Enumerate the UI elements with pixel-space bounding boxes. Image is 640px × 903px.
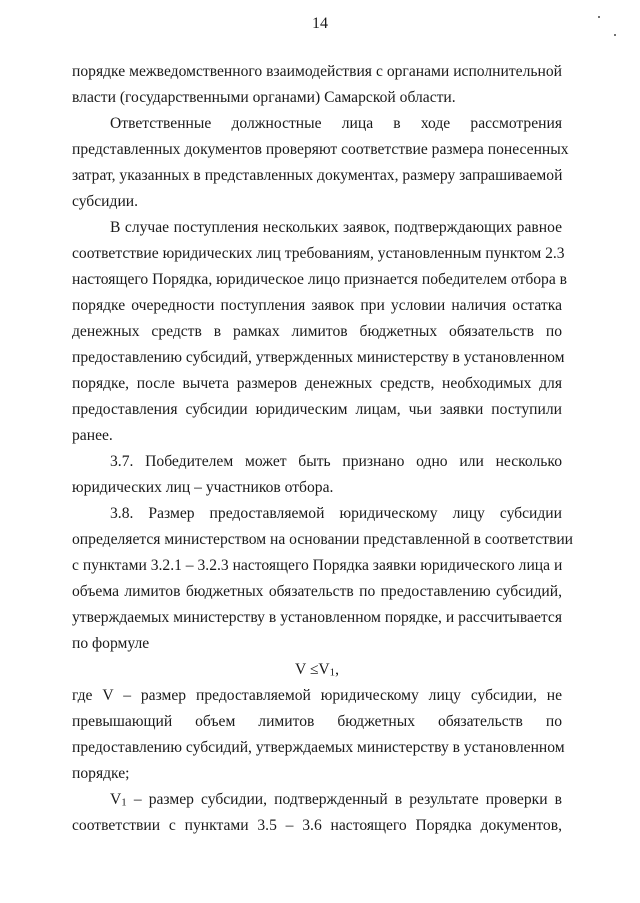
text-line: ранее. <box>72 427 113 444</box>
formula <box>72 657 562 683</box>
text-line: субсидии. <box>72 193 139 210</box>
document-body <box>72 59 574 839</box>
text-line: представленных документов проверяют соответствие размера понесенных <box>72 141 569 158</box>
text-line: где V – размер предоставляемой юридическому лицу субсидии, не <box>72 687 562 704</box>
text-line: превышающий объем лимитов бюджетных обязательств по <box>72 713 562 730</box>
text-line: соответствие юридических лиц требованиям, установленным пунктом 2.3 <box>72 245 565 262</box>
formula-comma: , <box>335 661 340 678</box>
text-line <box>72 787 562 813</box>
text-line: утверждаемых министерству в установленном порядке, и рассчитывается <box>72 609 562 626</box>
text-line: 3.8. Размер предоставляемой юридическому лицу субсидии <box>110 505 562 522</box>
text-line: объема лимитов бюджетных обязательств по предоставлению субсидий, <box>72 583 562 600</box>
text-line: предоставления субсидии юридическим лицам, чьи заявки поступили <box>72 401 562 418</box>
formula-text: V ≤V <box>294 661 330 678</box>
v1-subscript: 1 <box>121 796 127 809</box>
formula-subscript: 1 <box>329 666 336 679</box>
page-number: 14 <box>312 15 328 32</box>
text-line: порядке, после вычета размеров денежных средств, необходимых для <box>72 375 562 392</box>
text-line: настоящего Порядка, юридическое лицо признается победителем отбора в <box>72 271 568 288</box>
text-line: В случае поступления нескольких заявок, подтверждающих равное <box>110 219 562 236</box>
text-line: предоставлению субсидий, утверждаемых министерству в установленном <box>72 739 565 756</box>
text-line: порядке очередности поступления заявок при условии наличия остатка <box>72 297 562 314</box>
text-line: предоставлению субсидий, утвержденных министерству в установленном <box>72 349 565 366</box>
text-line: денежных средств в рамках лимитов бюджетных обязательств по <box>72 323 562 340</box>
text-line: 3.7. Победителем может быть признано одно или несколько <box>110 453 562 470</box>
text-line: юридических лиц – участников отбора. <box>72 479 334 496</box>
text-line: определяется министерством на основании представленной в соответствии <box>72 531 574 548</box>
scan-speck <box>614 34 616 36</box>
v1-symbol: V <box>110 791 122 808</box>
v1-definition: – размер субсидии, подтвержденный в результате проверки в <box>133 791 562 808</box>
text-line: порядке межведомственного взаимодействия с органами исполнительной <box>72 63 562 80</box>
text-line: с пунктами 3.2.1 – 3.2.3 настоящего Порядка заявки юридического лица и <box>72 557 563 574</box>
text-line: власти (государственными органами) Самарской области. <box>72 89 456 106</box>
scan-speck <box>598 16 600 18</box>
text-line: соответствии с пунктами 3.5 – 3.6 настоящего Порядка документов, <box>72 817 562 834</box>
text-line: по формуле <box>72 635 150 652</box>
text-line: Ответственные должностные лица в ходе рассмотрения <box>110 115 562 132</box>
text-line: затрат, указанных в представленных документах, размеру запрашиваемой <box>72 167 563 184</box>
text-line: порядке; <box>72 765 130 782</box>
